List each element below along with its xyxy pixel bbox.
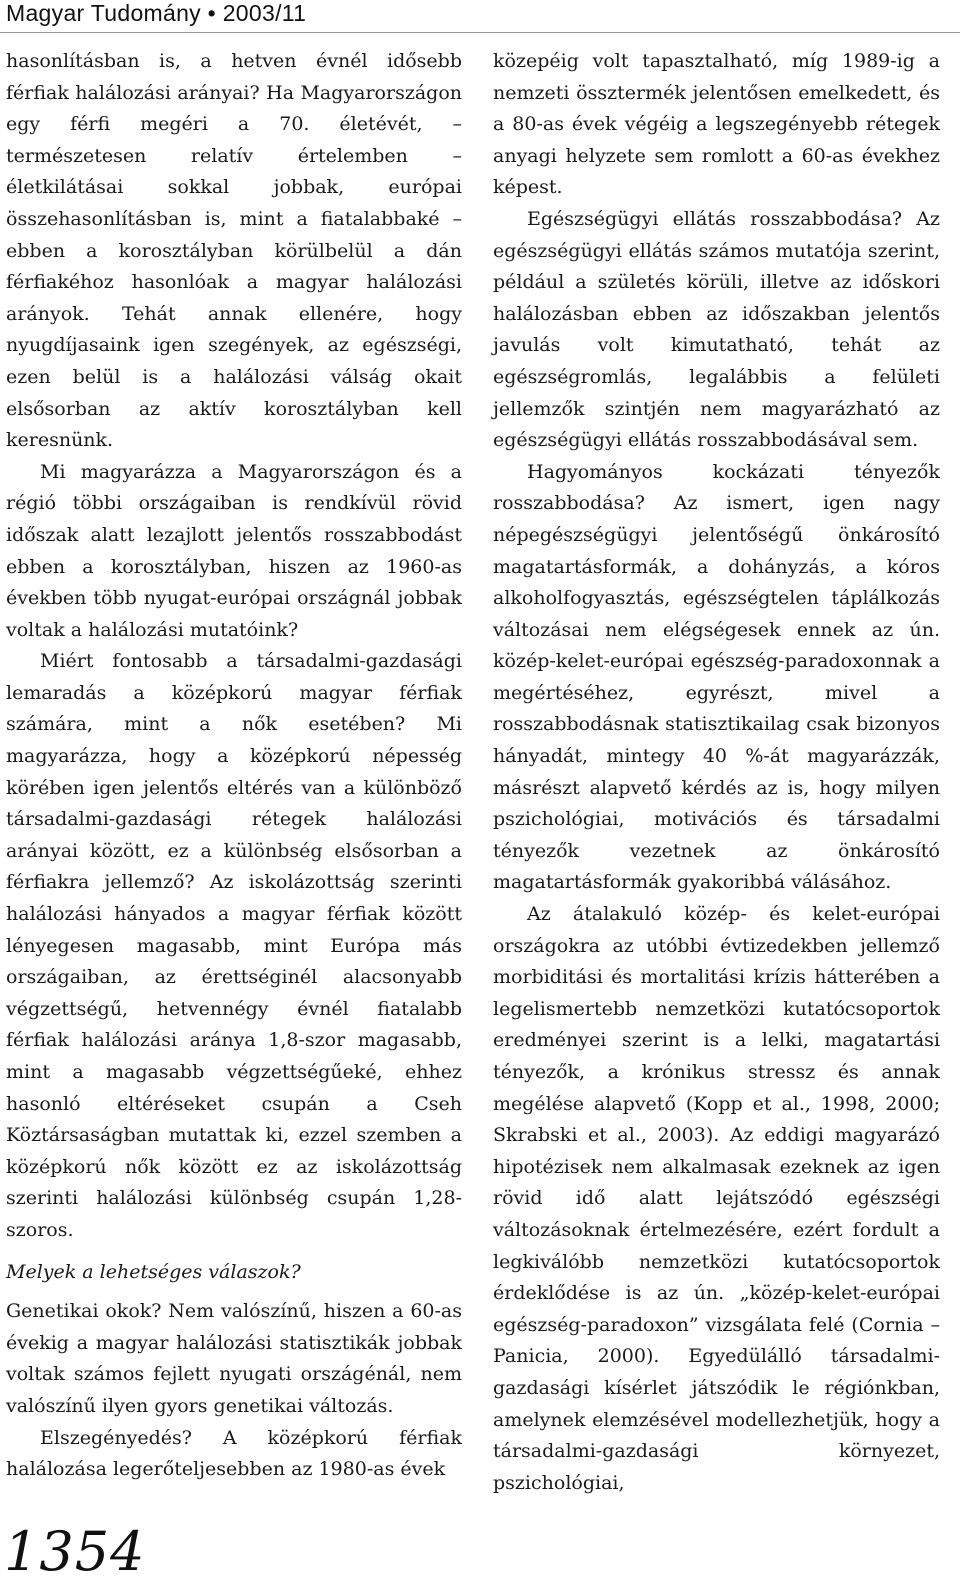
paragraph: Egészségügyi ellátás rosszabbodása? Az egészségügyi ellátás számos mutatója szerint, például a születés körüli, illetve az időskori halálozásban ebben az időszakban jelentős javulás volt kimutatható, tehát az egészségromlás, legalábbis a felületi jellemzők szintjén nem magyarázható az egészségügyi ellátás rosszabbodásával sem. <box>493 207 940 452</box>
section-heading: Melyek a lehetséges válaszok? <box>6 1260 301 1283</box>
paragraph: Hagyományos kockázati tényezők rosszabbodása? Az ismert, igen nagy népegészségügyi jelentőségű önkárosító magatartásformák, a dohányzás, a kóros alkoholfogyasztás, egészségtelen táplálkozás változásai nem elégségesek ennek az ún. közép-kelet-európai egészség-paradoxonnak a megértéséhez, egyrészt, mivel a rosszabbodásnak statisztikailag csak bizonyos hányadát, mintegy 40 %-át magyarázzák, másrészt alapvető kérdés az is, hogy milyen pszichológiai, motivációs és társadalmi tényezők vezetnek az önkárosító magatartásformák gyakoribbá válásához. <box>493 460 940 894</box>
paragraph: Miért fontosabb a társadalmi-gazdasági lemaradás a középkorú magyar férfiak számára, mint a nők esetében? Mi magyarázza, hogy a középkorú népesség körében igen jelentős eltérés van a különböző társadalmi-gazdasági rétegek halálozási arányai között, ez a különbség elsősorban a férfiakra jellemző? Az iskolázottság szerinti halálozási hányados a magyar férfiak között lényegesen magasabb, mint Európa más országaiban, az érettséginél alacsonyabb végzettségű, hetvennégy évnél fiatalabb férfiak halálozási aránya 1,8-szor magasabb, mint a magasabb végzettségűeké, ehhez hasonló eltéréseket csupán a Cseh Köztársaságban mutattak ki, ezzel szemben a középkorú nők között ez az iskolázottság szerinti halálozási különbség csupán 1,28-szoros. <box>6 650 462 1241</box>
header-rule <box>0 32 960 33</box>
running-header: Magyar Tudomány • 2003/11 <box>6 0 307 26</box>
paragraph: hasonlításban is, a hetven évnél idősebb férfiak halálozási arányai? Ha Magyarországon egy férfi megéri a 70. életévét, – természetesen relatív értelemben – életkilátásai sokkal jobbak, európai összehasonlításban is, mint a fiatalabbaké – ebben a korosztályban körülbelül a dán férfiakéhoz hasonlóak a magyar halálozási arányok. Tehát annak ellenére, hogy nyugdíjasaink igen szegények, az egészségi, ezen belül is a halálozási válság okait elsősorban az aktív korosztályban kell keresnünk. <box>6 50 462 452</box>
left-column <box>6 46 462 1486</box>
page-number: 1354 <box>4 1520 146 1583</box>
paragraph: Az átalakuló közép- és kelet-európai országokra az utóbbi évtizedekben jellemző morbiditási és mortalitási krízis hátterében a legelismertebb nemzetközi kutatócsoportok eredményei szerint is a lelki, magatartási tényezők, a krónikus stressz és annak megélése alapvető (Kopp et al., 1998, 2000; Skrabski et al., 2003). Az eddigi magyarázó hipotézisek nem alkalmasak ezeknek az igen rövid idő alatt lejátszódó egészségi változásoknak értelmezésére, ezért fordult a legkiválóbb nemzetközi kutatócsoportok érdeklődése is az ún. „közép-kelet-európai egészség-paradoxon” vizsgálata felé (Cornia – Panicia, 2000). Egyedülálló társadalmi-gazdasági kísérlet játszódik le régiónkban, amelynek elemzésével modellezhetjük, hogy a társadalmi-gazdasági környezet, pszichológiai, <box>493 903 940 1494</box>
paragraph: Genetikai okok? Nem valószínű, hiszen a 60-as évekig a magyar halálozási statisztikák jobbak voltak számos fejlett nyugati országénál, nem valószínű ilyen gyors genetikai változás. <box>6 1300 462 1417</box>
right-column <box>493 46 940 1499</box>
paragraph: közepéig volt tapasztalható, míg 1989-ig a nemzeti össztermék jelentősen emelkedett, és a 80-as évek végéig a legszegényebb rétegek anyagi helyzete sem romlott a 60-as évekhez képest. <box>493 50 940 199</box>
paragraph: Elszegényedés? A középkorú férfiak halálozása legerőteljesebben az 1980-as évek <box>6 1426 462 1481</box>
paragraph: Mi magyarázza a Magyarországon és a régió többi országaiban is rendkívül rövid időszak alatt lezajlott jelentős rosszabbodást ebben a korosztályban, hiszen az 1960-as években több nyugat-európai országnál jobbak voltak a halálozási mutatóink? <box>6 460 462 641</box>
